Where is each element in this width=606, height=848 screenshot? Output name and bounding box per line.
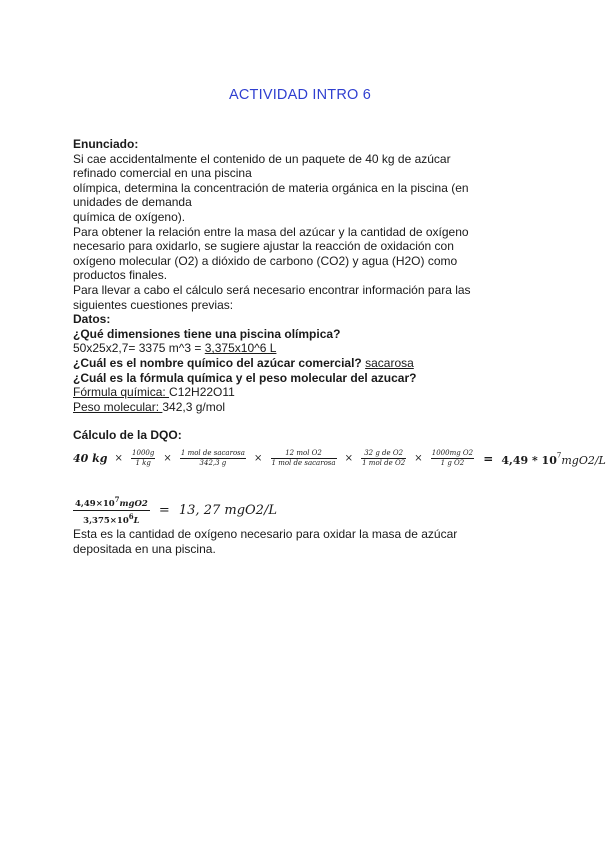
concentration-numerator (73, 494, 150, 511)
conclusion-line: depositada en una piscina. (73, 541, 216, 556)
question-dimensions: ¿Qué dimensiones tiene una piscina olímpica? (73, 326, 341, 341)
fraction-numerator: 12 mol O2 (271, 449, 337, 459)
concentration-result: 13, 27 mgO2/L (178, 502, 277, 518)
denominator-unit: L (133, 515, 140, 526)
equation-result (501, 449, 605, 468)
enunciado-line: oxígeno molecular (O2) a dióxido de carbono (CO2) y agua (H2O) como (73, 253, 458, 268)
fraction-denominator: 1 mol de O2 (362, 459, 406, 467)
formula-label: Fórmula química: (73, 385, 170, 400)
answer-dimensions-calc: 50x25x2,7= 3375 m^3 = (73, 341, 205, 356)
molecular-weight-label: Peso molecular: (73, 399, 163, 414)
enunciado-line: Si cae accidentalmente el contenido de un paquete de 40 kg de azúcar (73, 151, 451, 166)
answer-dimensions-result: 3,375x10^6 L (204, 341, 277, 356)
result-exponent: 7 (556, 451, 562, 460)
fraction-denominator: 342,3 g (199, 459, 227, 467)
question-formula: ¿Cuál es la fórmula química y el peso molecular del azucar? (73, 370, 417, 385)
conclusion-line: Esta es la cantidad de oxígeno necesario para oxidar la masa de azúcar (73, 527, 458, 541)
fraction-numerator: 32 g de O2 (361, 449, 406, 459)
conversion-fraction (361, 449, 406, 468)
fraction-denominator: 1 kg (135, 459, 151, 467)
times-sign: × (114, 453, 123, 464)
fraction-denominator: 1 g O2 (440, 459, 465, 467)
times-sign: × (344, 453, 354, 464)
document-body (73, 137, 523, 443)
conclusion (73, 527, 523, 556)
denominator-base: 3,375×10 (83, 515, 129, 526)
equals-sign: = (483, 451, 494, 466)
conversion-fraction (180, 449, 246, 468)
document-title: ACTIVIDAD INTRO 6 (229, 87, 371, 103)
formula-row (73, 385, 523, 400)
times-sign: × (163, 453, 172, 464)
answer-dimensions (73, 341, 523, 356)
concentration-denominator (73, 511, 150, 527)
dqo-equation (73, 448, 606, 480)
concentration-equation (73, 494, 373, 530)
equation-start: 40 kg (73, 452, 108, 465)
fraction-numerator: 1000g (132, 449, 155, 457)
enunciado-line: química de oxígeno). (73, 209, 186, 224)
enunciado-heading: Enunciado: (73, 137, 139, 151)
datos-heading: Datos: (73, 312, 111, 327)
numerator-base: 4,49×10 (75, 498, 115, 509)
fraction-numerator: 1 mol de sacarosa (180, 449, 245, 457)
times-sign: × (414, 453, 423, 464)
denominator-exponent: 6 (128, 511, 134, 521)
fraction-numerator: 1000mg O2 (431, 449, 474, 457)
numerator-unit: mgO2 (119, 498, 148, 509)
enunciado-line: olímpica, determina la concentración de materia orgánica en la piscina (en (73, 180, 469, 195)
enunciado-line: necesario para oxidarlo, se sugiere ajustar la reacción de oxidación con (73, 239, 454, 254)
enunciado-line: productos finales. (73, 268, 168, 283)
concentration-fraction (73, 494, 150, 527)
numerator-exponent: 7 (114, 495, 120, 504)
question-sugar-name-row (73, 356, 523, 371)
enunciado-line: siguientes cuestiones previas: (73, 297, 234, 312)
conversion-fraction (271, 449, 337, 468)
molecular-weight-row (73, 400, 523, 415)
formula-value: C12H22O11 (169, 385, 235, 400)
answer-sugar-name: sacarosa (365, 355, 414, 370)
times-sign: × (254, 453, 263, 464)
enunciado-line: refinado comercial en una piscina (73, 166, 252, 181)
question-sugar-name: ¿Cuál es el nombre químico del azúcar comercial? (73, 355, 366, 370)
enunciado-line: Para llevar a cabo el cálculo será necesario encontrar información para las (73, 282, 471, 297)
fraction-denominator: 1 mol de sacarosa (271, 459, 336, 467)
molecular-weight-value: 342,3 g/mol (162, 399, 226, 414)
calculo-heading: Cálculo de la DQO: (73, 428, 182, 443)
conversion-fraction (131, 449, 155, 468)
equals-sign: = (158, 502, 170, 518)
result-base: 4,49 * 10 (501, 454, 557, 467)
enunciado-line: unidades de demanda (73, 195, 192, 210)
result-unit: mgO2/L (561, 454, 606, 467)
conversion-fraction (431, 449, 474, 468)
enunciado-line: Para obtener la relación entre la masa del azúcar y la cantidad de oxígeno (73, 224, 469, 239)
